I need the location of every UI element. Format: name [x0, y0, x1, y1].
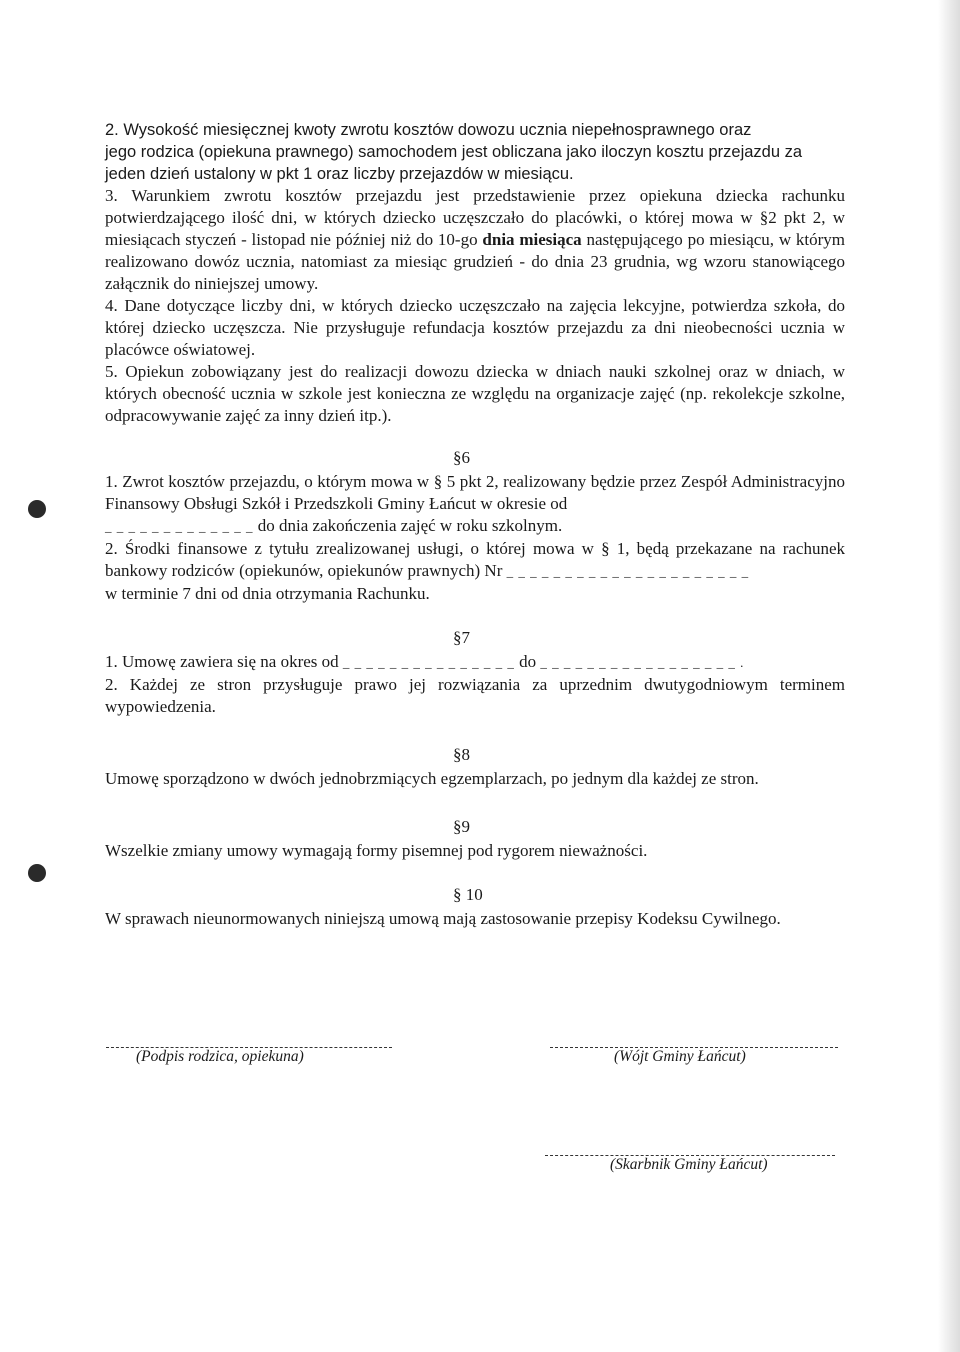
section-6-heading: §6 — [453, 448, 470, 467]
paragraph-3-text-b: następującego po miesiącu, w którym realizowano dowóz ucznia, natomiast za miesiąc grudzień - do dnia 23 grudnia, wg wzoru stanowiącego załącznik do niniejszej umowy. — [105, 230, 846, 293]
document-body — [105, 115, 845, 930]
start-date-blank-field: _ _ _ _ _ _ _ _ _ _ _ _ _ _ _ — [342, 655, 515, 670]
section-6-point-2 — [105, 538, 845, 605]
section-8-heading: §8 — [453, 745, 470, 764]
punch-hole-mark — [28, 864, 46, 882]
section-6-point-2-text: 2. Środki finansowe z tytułu zrealizowanej usługi, o której mowa w § 1, będą przekazane na rachunek bankowy rodziców (opiekunów, opiekunów prawnych) Nr — [105, 539, 845, 580]
section-7-point-1-do: do — [519, 652, 537, 671]
paragraph-2-line-2: jego rodzica (opiekuna prawnego) samochodem jest obliczana jako iloczyn kosztu przejazdu za — [105, 143, 803, 161]
section-10-text: W sprawach nieunormowanych niniejszą umową mają zastosowanie przepisy Kodeksu Cywilnego. — [105, 909, 781, 928]
section-7-point-1 — [105, 651, 845, 674]
treasurer-signature-label: (Skarbnik Gminy Łańcut) — [610, 1156, 768, 1173]
paragraph-4: 4. Dane dotyczące liczby dni, w których dziecko uczęszczało na zajęcia lekcyjne, potwierdza szkoła, do której dziecko uczęszcza. Nie przysługuje refundacja kosztów przejazdu za dni nieobecności ucznia w placówce oświatowej. — [105, 296, 845, 359]
mayor-signature-label: (Wójt Gminy Łańcut) — [614, 1048, 746, 1065]
paragraph-5: 5. Opiekun zobowiązany jest do realizacji dowozu dziecka w dniach nauki szkolnej oraz w dniach, w których obecność ucznia w szkole jest konieczna ze względu na organizacje zajęć (np. rekolekcje szkolne, odpracowywanie zajęć za inny dzień itp.). — [105, 362, 845, 425]
paragraph-2-line-3: jeden dzień ustalony w pkt 1 oraz liczby przejazdów w miesiącu. — [105, 165, 574, 183]
punch-hole-mark — [28, 500, 46, 518]
section-6-point-1-end: do dnia zakończenia zajęć w roku szkolnym. — [253, 516, 563, 535]
section-7-heading: §7 — [453, 628, 470, 647]
paragraph-3 — [105, 185, 845, 295]
section-8-text: Umowę sporządzono w dwóch jednobrzmiących egzemplarzach, po jednym dla każdej ze stron. — [105, 769, 759, 788]
section-7-point-1-text: 1. Umowę zawiera się na okres od — [105, 652, 339, 671]
paragraph-2-line-1: 2. Wysokość miesięcznej kwoty zwrotu kosztów dowozu ucznia niepełnosprawnego oraz — [105, 121, 752, 139]
end-date-blank-field: _ _ _ _ _ _ _ _ _ _ _ _ _ _ _ _ _ . — [540, 655, 745, 670]
account-number-blank-field: _ _ _ _ _ _ _ _ _ _ _ _ _ _ _ _ _ _ _ _ _ — [506, 564, 750, 579]
parent-signature-label: (Podpis rodzica, opiekuna) — [136, 1048, 304, 1065]
section-6-point-1-text: 1. Zwrot kosztów przejazdu, o którym mowa w § 5 pkt 2, realizowany będzie przez Zespół Administracyjno Finansowy Obsługi Szkół i Przedszkoli Gminy Łańcut w okresie od — [105, 472, 845, 513]
page-edge-shadow — [938, 0, 960, 1352]
paragraph-3-bold-text: dnia miesiąca — [482, 230, 582, 249]
date-blank-field: _ _ _ _ _ _ _ _ _ _ _ _ _ — [105, 519, 254, 534]
section-6-point-1 — [105, 471, 845, 538]
paragraph-2 — [105, 119, 845, 185]
section-9-text: Wszelkie zmiany umowy wymagają formy pisemnej pod rygorem nieważności. — [105, 841, 648, 860]
section-7-point-2: 2. Każdej ze stron przysługuje prawo jej rozwiązania za uprzednim dwutygodniowym terminem wypowiedzenia. — [105, 675, 845, 716]
section-9-heading: §9 — [453, 817, 470, 836]
section-10-heading: § 10 — [453, 885, 483, 904]
paragraph-3-text-a: 3. Warunkiem zwrotu kosztów przejazdu jest przedstawienie przez opiekuna dziecka rachunku potwierdzającego ilość dni, w których dziecko uczęszczało do placówki, o której mowa w §2 pkt 2, w miesiącach styczeń - listopad nie później niż do 10-go — [105, 186, 845, 249]
section-6-point-2-end: w terminie 7 dni od dnia otrzymania Rachunku. — [105, 584, 430, 603]
